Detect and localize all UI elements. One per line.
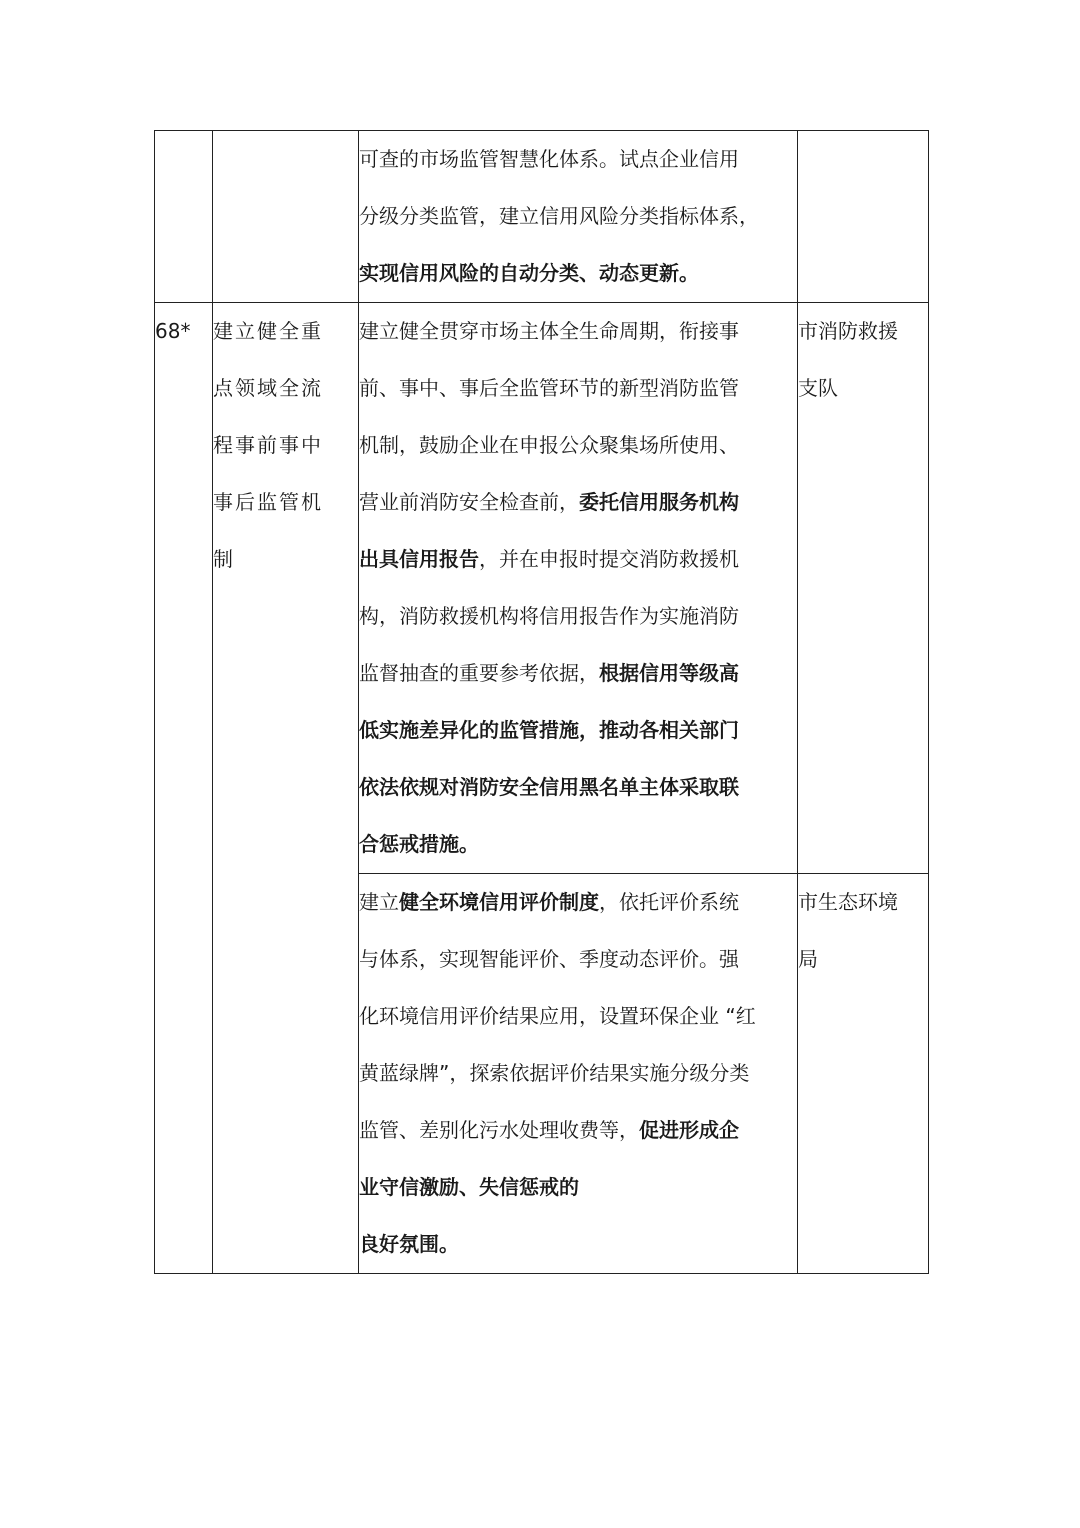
category-cell: [213, 303, 359, 1274]
bold-text: 良好氛围。: [359, 1232, 459, 1256]
bold-text: 依法依规对消防安全信用黑名单主体采取联: [359, 775, 739, 799]
text-line: [359, 1216, 797, 1273]
text-line: 建立健全重: [213, 319, 323, 343]
bold-text: 出具信用报告: [359, 547, 479, 571]
text-line: [359, 988, 797, 1045]
bold-text: 合惩戒措施。: [359, 832, 479, 856]
content-cell: [359, 303, 798, 874]
text-line: [359, 417, 797, 474]
plain-text: 监管、差别化污水处理收费等，: [359, 1118, 639, 1142]
text-line: [359, 1159, 797, 1216]
text-line: [359, 874, 797, 931]
text-line: 市消防救援: [798, 319, 898, 343]
text-line: [359, 360, 797, 417]
plain-text: 建立: [359, 890, 399, 914]
text-line: 市生态环境: [798, 890, 898, 914]
text-line: [359, 645, 797, 702]
bold-text: 促进形成企: [639, 1118, 739, 1142]
bold-text: 根据信用等级高: [599, 661, 739, 685]
plain-text: 机制，鼓励企业在申报公众聚集场所使用、: [359, 433, 739, 457]
row-number: [155, 131, 213, 303]
content-cell: [359, 874, 798, 1274]
text-line: [359, 759, 797, 816]
bold-text: 实现信用风险的自动分类、动态更新。: [359, 261, 699, 285]
text-line: 点领域全流: [213, 376, 323, 400]
text-line: [359, 588, 797, 645]
text-line: [359, 1045, 797, 1102]
text-line: 支队: [798, 376, 838, 400]
plain-text: 可查的市场监管智慧化体系。试点企业信用: [359, 147, 739, 171]
text-line: 制: [213, 547, 235, 571]
text-line: [359, 531, 797, 588]
plain-text: 构，消防救援机构将信用报告作为实施消防: [359, 604, 739, 628]
plain-text: 分级分类监管，建立信用风险分类指标体系，: [359, 204, 759, 228]
text-line: [359, 474, 797, 531]
measures-table: [154, 130, 929, 1274]
text-line: [359, 131, 797, 188]
text-line: [359, 1102, 797, 1159]
plain-text: 监督抽查的重要参考依据，: [359, 661, 599, 685]
text-line: [359, 816, 797, 873]
table-row: [155, 303, 929, 874]
department-cell: [798, 303, 929, 874]
text-line: 局: [798, 947, 818, 971]
category-cell: [213, 131, 359, 303]
plain-text: 黄蓝绿牌”，探索依据评价结果实施分级分类: [359, 1061, 750, 1085]
plain-text: 营业前消防安全检查前，: [359, 490, 579, 514]
bold-text: 业守信激励、失信惩戒的: [359, 1175, 579, 1199]
bold-text: 健全环境信用评价制度: [399, 890, 599, 914]
bold-text: 低实施差异化的监管措施，推动各相关部门: [359, 718, 739, 742]
plain-text: ，依托评价系统: [599, 890, 739, 914]
plain-text: 建立健全贯穿市场主体全生命周期，衔接事: [359, 319, 739, 343]
text-line: [359, 245, 797, 302]
department-cell: [798, 874, 929, 1274]
row-number: 68*: [155, 303, 213, 1274]
department-cell: [798, 131, 929, 303]
content-cell: [359, 131, 798, 303]
bold-text: 委托信用服务机构: [579, 490, 739, 514]
text-line: [359, 931, 797, 988]
text-line: 程事前事中: [213, 433, 323, 457]
plain-text: 化环境信用评价结果应用，设置环保企业 “红: [359, 1004, 756, 1028]
text-line: 事后监管机: [213, 490, 323, 514]
table-row: [155, 131, 929, 303]
plain-text: 与体系，实现智能评价、季度动态评价。强: [359, 947, 739, 971]
text-line: [359, 303, 797, 360]
text-line: [359, 188, 797, 245]
text-line: [359, 702, 797, 759]
plain-text: 前、事中、事后全监管环节的新型消防监管: [359, 376, 739, 400]
plain-text: ，并在申报时提交消防救援机: [479, 547, 739, 571]
